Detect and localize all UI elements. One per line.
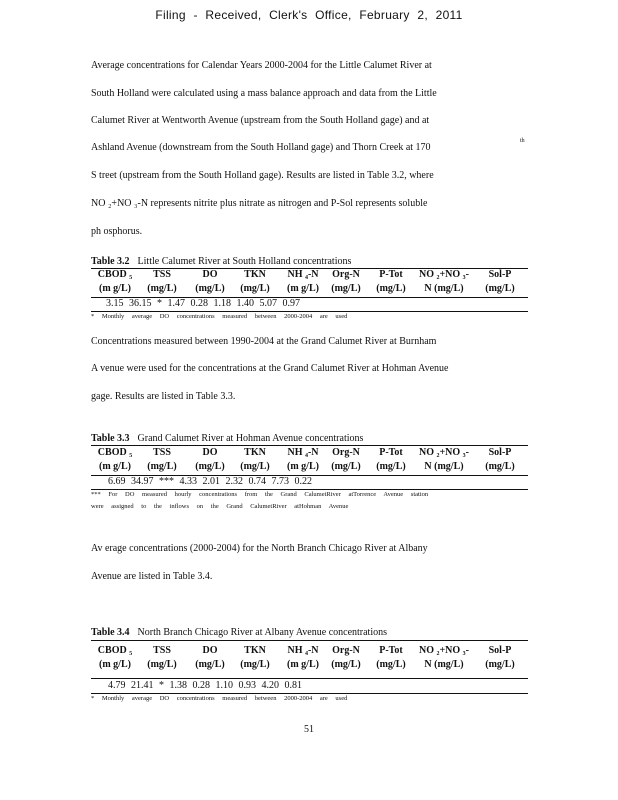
- col-no2-no3: NO ₂+NO ₃- N (mg/L): [418, 269, 470, 294]
- table-3-3-header: [0, 446, 618, 476]
- paragraph-line: A venue were used for the concentrations at the Grand Calumet River at Hohman Avenue: [91, 363, 449, 374]
- paragraph-line: Calumet River at Wentworth Avenue (upstream from the South Holland gage) and at: [91, 115, 430, 126]
- table-3-4-values: 4.79 21.41 * 1.38 0.28 1.10 0.93 4.20 0.81: [108, 680, 302, 691]
- col-p-tot: P-Tot (mg/L): [376, 645, 406, 670]
- table-3-4-header: [0, 644, 618, 674]
- col-cbod: CBOD ₅ (m g/L): [97, 269, 133, 294]
- table-title: North Branch Chicago River at Albany Avenue concentrations: [137, 627, 387, 638]
- col-cbod: CBOD ₅ (m g/L): [97, 645, 133, 670]
- table-3-2-values: 3.15 36.15 * 1.47 0.28 1.18 1.40 5.07 0.97: [106, 298, 300, 309]
- paragraph-line: Avenue are listed in Table 3.4.: [91, 571, 213, 582]
- col-sol-p: Sol-P (mg/L): [485, 269, 515, 294]
- col-cbod: CBOD ₅ (m g/L): [97, 447, 133, 472]
- page-header: Filing - Received, Clerk's Office, February 2, 2011: [155, 8, 463, 22]
- paragraph-line: ph osphorus.: [91, 226, 143, 237]
- table-rule-mid: [91, 678, 528, 679]
- table-3-4-caption: [91, 627, 387, 638]
- table-label: Table 3.2: [91, 256, 130, 267]
- table-3-2-caption: [91, 256, 351, 267]
- superscript-th: th: [520, 138, 525, 144]
- paragraph-line: South Holland were calculated using a mass balance approach and data from the Little: [91, 88, 437, 99]
- col-tkn: TKN (mg/L): [240, 645, 270, 670]
- table-rule-bottom: [91, 693, 528, 694]
- paragraph-line: Av erage concentrations (2000-2004) for the North Branch Chicago River at Albany: [91, 543, 428, 554]
- col-tss: TSS (mg/L): [147, 645, 177, 670]
- table-label: Table 3.4: [91, 627, 130, 638]
- col-org-n: Org-N (mg/L): [331, 447, 361, 472]
- table-label: Table 3.3: [91, 433, 130, 444]
- table-rule-bottom: [91, 311, 528, 312]
- col-do: DO (mg/L): [195, 645, 225, 670]
- table-title: Grand Calumet River at Hohman Avenue concentrations: [137, 433, 364, 444]
- paragraph-line: gage. Results are listed in Table 3.3.: [91, 391, 236, 402]
- col-p-tot: P-Tot (mg/L): [376, 447, 406, 472]
- col-tss: TSS (mg/L): [147, 269, 177, 294]
- col-sol-p: Sol-P (mg/L): [485, 447, 515, 472]
- table-3-2-header: [0, 268, 618, 298]
- table-title: Little Calumet River at South Holland concentrations: [137, 256, 352, 267]
- col-nh4n: NH ₄-N (m g/L): [287, 269, 319, 294]
- table-3-3-caption: [91, 433, 363, 444]
- col-no2-no3: NO ₂+NO ₃- N (mg/L): [418, 447, 470, 472]
- col-org-n: Org-N (mg/L): [331, 645, 361, 670]
- table-3-3-values: 6.69 34.97 *** 4.33 2.01 2.32 0.74 7.73 0.22: [108, 476, 312, 487]
- col-org-n: Org-N (mg/L): [331, 269, 361, 294]
- col-tkn: TKN (mg/L): [240, 269, 270, 294]
- page-number: 51: [304, 724, 314, 735]
- paragraph-line: Concentrations measured between 1990-2004 at the Grand Calumet River at Burnham: [91, 336, 437, 347]
- col-nh4n: NH ₄-N (m g/L): [287, 447, 319, 472]
- col-do: DO (mg/L): [195, 447, 225, 472]
- paragraph-line: NO ₂+NO ₃-N represents nitrite plus nitrate as nitrogen and P-Sol represents soluble: [91, 198, 428, 209]
- col-no2-no3: NO ₂+NO ₃- N (mg/L): [418, 645, 470, 670]
- table-3-2-note: * Monthly average DO concentrations measured between 2000-2004 are used: [91, 313, 348, 320]
- col-nh4n: NH ₄-N (m g/L): [287, 645, 319, 670]
- col-do: DO (mg/L): [195, 269, 225, 294]
- table-3-4-note: * Monthly average DO concentrations measured between 2000-2004 are used: [91, 695, 348, 702]
- paragraph-line: Ashland Avenue (downstream from the South Holland gage) and Thorn Creek at 170: [91, 142, 431, 153]
- col-p-tot: P-Tot (mg/L): [376, 269, 406, 294]
- col-sol-p: Sol-P (mg/L): [485, 645, 515, 670]
- table-3-3-note: *** For DO measured hourly concentrations from the Grand CalumetRiver atTorrence Avenue station: [91, 491, 429, 498]
- paragraph-line: Average concentrations for Calendar Years 2000-2004 for the Little Calumet River at: [91, 60, 432, 71]
- paragraph-line: S treet (upstream from the South Holland gage). Results are listed in Table 3.2, where: [91, 170, 434, 181]
- col-tss: TSS (mg/L): [147, 447, 177, 472]
- table-rule-bottom: [91, 489, 528, 490]
- col-tkn: TKN (mg/L): [240, 447, 270, 472]
- table-3-3-note: were assigned to the inflows on the Grand CalumetRiver atHohman Avenue: [91, 503, 349, 510]
- table-rule-top: [91, 640, 528, 641]
